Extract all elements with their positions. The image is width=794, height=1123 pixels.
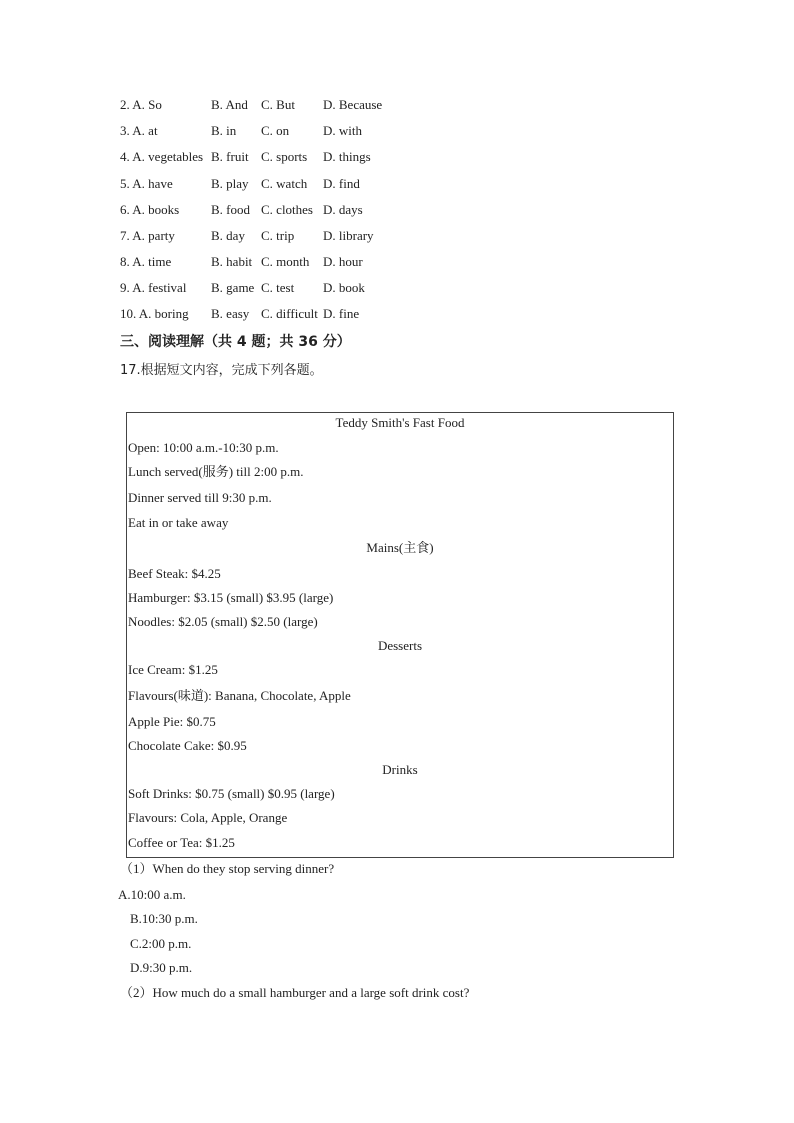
question-2: （2）How much do a small hamburger and a large soft drink cost? xyxy=(120,985,470,1000)
drinks-heading: Drinks xyxy=(382,762,418,777)
menu-item: Hamburger: $3.15 (small) $3.95 (large) xyxy=(128,590,334,605)
option-d: D. library xyxy=(323,228,374,243)
option-c: C. clothes xyxy=(261,202,313,217)
option-c: C. difficult xyxy=(261,306,318,321)
menu-info-line: Open: 10:00 a.m.-10:30 p.m. xyxy=(128,440,279,455)
option-d: D. fine xyxy=(323,306,360,321)
option-b: B. in xyxy=(211,123,237,138)
menu-info-line: Eat in or take away xyxy=(128,515,229,530)
option-b: B. easy xyxy=(211,306,250,321)
section-title: 三、阅读理解（共 4 题；共 36 分） xyxy=(120,334,351,350)
option-c: C. trip xyxy=(261,228,295,243)
desserts-heading: Desserts xyxy=(377,638,423,653)
option-c: C. month xyxy=(261,254,310,269)
menu-info-line: Dinner served till 9:30 p.m. xyxy=(128,490,272,505)
menu-item: Noodles: $2.05 (small) $2.50 (large) xyxy=(128,614,318,629)
option-a: 7. A. party xyxy=(120,228,175,243)
option-b: B. play xyxy=(211,176,249,191)
option-b: B. day xyxy=(211,228,245,243)
question-1-option-a: A.10:00 a.m. xyxy=(118,887,186,902)
mains-heading: Mains(主食) xyxy=(366,540,434,555)
question-1-option-d: D.9:30 p.m. xyxy=(130,960,193,975)
menu-info-line: Lunch served(服务) till 2:00 p.m. xyxy=(128,464,304,479)
option-a: 4. A. vegetables xyxy=(120,149,204,164)
option-b: B. And xyxy=(211,97,248,112)
option-a: 6. A. books xyxy=(120,202,180,217)
menu-item: Apple Pie: $0.75 xyxy=(128,714,216,729)
option-b: B. food xyxy=(211,202,250,217)
option-d: D. things xyxy=(323,149,371,164)
option-d: D. book xyxy=(323,280,365,295)
menu-item: Flavours: Cola, Apple, Orange xyxy=(128,810,288,825)
option-b: B. game xyxy=(211,280,255,295)
question-1-option-c: C.2:00 p.m. xyxy=(130,936,192,951)
menu-item: Beef Steak: $4.25 xyxy=(128,566,221,581)
option-a: 8. A. time xyxy=(120,254,172,269)
question-1-option-b: B.10:30 p.m. xyxy=(130,911,198,926)
option-d: D. hour xyxy=(323,254,363,269)
option-a: 9. A. festival xyxy=(120,280,187,295)
option-d: D. Because xyxy=(323,97,383,112)
option-b: B. fruit xyxy=(211,149,249,164)
question-1: （1）When do they stop serving dinner? xyxy=(120,861,335,876)
menu-item: Flavours(味道): Banana, Chocolate, Apple xyxy=(128,688,351,703)
menu-item: Chocolate Cake: $0.95 xyxy=(128,738,247,753)
option-a: 5. A. have xyxy=(120,176,173,191)
option-d: D. days xyxy=(323,202,363,217)
option-c: C. test xyxy=(261,280,295,295)
option-a: 3. A. at xyxy=(120,123,158,138)
option-a: 2. A. So xyxy=(120,97,162,112)
option-d: D. find xyxy=(323,176,360,191)
option-c: C. But xyxy=(261,97,295,112)
menu-item: Coffee or Tea: $1.25 xyxy=(128,835,235,850)
option-c: C. on xyxy=(261,123,290,138)
menu-item: Ice Cream: $1.25 xyxy=(128,662,218,677)
option-d: D. with xyxy=(323,123,362,138)
menu-box xyxy=(126,412,674,858)
menu-title: Teddy Smith's Fast Food xyxy=(335,415,465,430)
option-b: B. habit xyxy=(211,254,253,269)
option-c: C. sports xyxy=(261,149,308,164)
section-instruction: 17.根据短文内容，完成下列各题。 xyxy=(120,363,323,378)
menu-item: Soft Drinks: $0.75 (small) $0.95 (large) xyxy=(128,786,335,801)
option-c: C. watch xyxy=(261,176,308,191)
option-a: 10. A. boring xyxy=(120,306,189,321)
